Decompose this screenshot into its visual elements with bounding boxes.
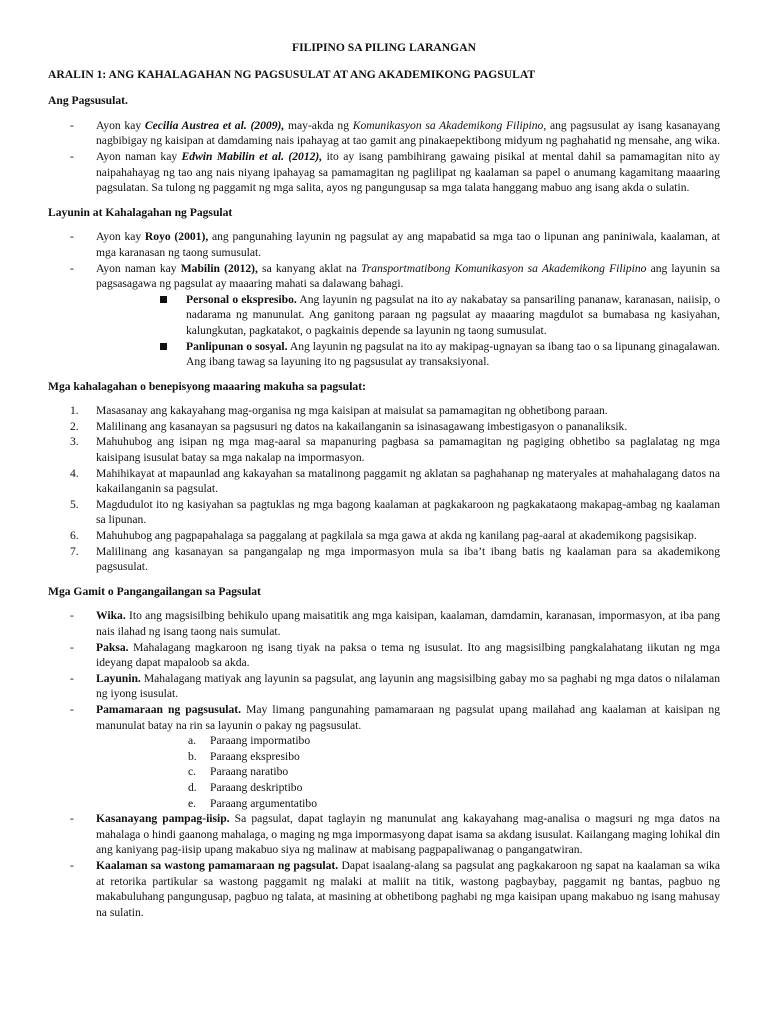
term: Pamamaraan ng pagsusulat. bbox=[96, 702, 242, 716]
layunin-types-list bbox=[158, 292, 720, 370]
term: Layunin. bbox=[96, 671, 141, 685]
list-item: Panlipunan o sosyal. Ang layunin ng pagsulat na ito ay makipag-ugnayan sa ibang tao o sa lipunang ginagalawan. Ang ibang tawag sa layuning ito ng pagsusulat ay transaksiyonal. bbox=[158, 339, 720, 370]
methods-list bbox=[188, 733, 720, 811]
list-item: 6. Mahuhubog ang pagpapahalaga sa paggalang at pagkilala sa mga gawa at akda ng kanilang pag-aaral at akademikong pagsisikap. bbox=[70, 529, 697, 543]
lesson-heading: ARALIN 1: ANG KAHALAGAHAN NG PAGSUSULAT AT ANG AKADEMIKONG PAGSULAT bbox=[48, 67, 536, 81]
list-item: 1. Masasanay ang kakayahang mag-organisa ng mga kaisipan at maisulat sa pamamagitan ng obhetibong paraan. bbox=[70, 404, 608, 418]
term: Personal o ekspresibo. bbox=[186, 292, 297, 306]
author-citation: Edwin Mabilin et al. (2012), bbox=[181, 149, 323, 163]
layunin-list bbox=[48, 229, 720, 291]
list-item: Personal o ekspresibo. Ang layunin ng pagsulat na ito ay nakabatay sa pansariling pananaw, karanasan, naiisip, o nadarama ng manunulat. Ang ganitong paraan ng pagsulat ay maaaring magdulot sa bumabasa ng kasiyahan, kalungkutan, pagkatakot, o pagkainis depende sa layunin ng taong sumusulat. bbox=[158, 292, 720, 339]
list-item: 3. Mahuhubog ang isipan ng mga mag-aaral sa mapanuring pagbasa sa pamamagitan ng pagiging obhetibo sa paglalatag ng mga kaisipang isusulat batay sa mga nakalap na impormasyon. bbox=[70, 435, 720, 465]
book-title: Komunikasyon sa Akademikong Filipino bbox=[352, 118, 544, 132]
benefits-list bbox=[48, 403, 720, 575]
section-heading-kahalagahan: Mga kahalagahan o benepisyong maaaring makuha sa pagsulat: bbox=[48, 379, 366, 393]
section-heading-pagsusulat: Ang Pagsusulat. bbox=[48, 94, 128, 108]
term: Wika. bbox=[96, 609, 126, 623]
list-item: - Paksa. Mahalagang magkaroon ng isang tiyak na paksa o tema ng isusulat. Ito ang magsisilbing pangkalahatang iikutan ng mga ideyang dapat mapaloob sa akda. bbox=[48, 640, 720, 671]
list-item: - Ayon naman kay Edwin Mabilin et al. (2012), ito ay isang pambihirang gawaing pisikal at mental dahil sa pamamagitan nito ay naipahahayag ng tao ang nais niyang ipahayag sa pamamagitan ng paglilipat ng kaalaman sa papel o anumang kagamitang maaaring pagsulatan. Sa tulong ng paggamit ng mga salita, ayos ng pangungusap sa mga talata hanggang mabuo ang isang akda o sulatin. bbox=[48, 149, 720, 196]
list-item: - Ayon kay Cecilia Austrea et al. (2009), may-akda ng Komunikasyon sa Akademikong Filipino, ang pagsusulat ay isang kasanayang nagbibigay ng kaisipan at damdaming nais ipahayag at tao gamit ang pinakaepektibong midyum ng paghahatid ng mensahe, ang wika. bbox=[48, 118, 720, 149]
list-item: e. Paraang argumentatibo bbox=[188, 796, 317, 810]
gamit-list bbox=[48, 608, 720, 920]
list-item: - Pamamaraan ng pagsusulat. May limang pangunahing pamamaraan ng pagsulat upang mailahad ang kaalaman at kaisipan ng manunulat batay na rin sa layunin o pakay ng pagsusulat. a. Paraang impormatibo b. Paraang ekspresibo c. Paraang naratibo d. Paraang deskriptibo e. Paraang argumentatibo bbox=[48, 702, 720, 811]
document-title: FILIPINO SA PILING LARANGAN bbox=[292, 41, 476, 54]
list-item: 2. Malilinang ang kasanayan sa pagsusuri ng datos na kakailanganin sa isinasagawang imbestigasyon o pananaliksik. bbox=[70, 419, 628, 433]
list-item: - Ayon naman kay Mabilin (2012), sa kanyang aklat na Transportmatibong Komunikasyon sa Akademikong Filipino ang layunin sa pagsasagawa ng pagsulat ay maaaring mahati sa dalawang bahagi. bbox=[48, 261, 720, 292]
list-item: - Kaalaman sa wastong pamamaraan ng pagsulat. Dapat isaalang-alang sa pagsulat ang pagkakaroon ng sapat na kaalaman sa wika at retorika partikular sa wastong paggamit ng malaki at maliit na titik, wastong pagbaybay, paggamit ng bantas, pagbuo ng makabuluhang pangungusap, pagbuo ng talata, at masining at obhetibong paghabi ng mga kaisipan upang makabuo ng isang mahusay na sulatin. bbox=[48, 858, 720, 920]
list-item: - Kasanayang pampag-iisip. Sa pagsulat, dapat taglayin ng manunulat ang kakayahang mag-analisa o magsuri ng mga datos na mahalaga o hindi gaanong mahalaga, o maging ng mga impormasyong dapat isama sa akdang isusulat. Kailangang maging lohikal din ang kaniyang pag-iisip upang makabuo siya ng malinaw at mabisang pagpapaliwanag o pangangatwiran. bbox=[48, 811, 720, 858]
section-heading-layunin: Layunin at Kahalagahan ng Pagsulat bbox=[48, 205, 233, 219]
term: Panlipunan o sosyal. bbox=[186, 339, 288, 353]
term: Kaalaman sa wastong pamamaraan ng pagsulat. bbox=[96, 858, 339, 872]
term: Paksa. bbox=[96, 640, 129, 654]
author-citation: Cecilia Austrea et al. (2009), bbox=[144, 118, 285, 132]
list-item: - Layunin. Mahalagang matiyak ang layunin sa pagsulat, ang layunin ang magsisilbing gabay mo sa paghabi ng mga datos o nilalaman ng iyong isusulat. bbox=[48, 671, 720, 702]
author-citation: Royo (2001), bbox=[144, 230, 209, 244]
list-item: 4. Mahihikayat at mapaunlad ang kakayahan sa matalinong paggamit ng aklatan sa paghahanap ng materyales at mahahalagang datos na kakailanganin sa pagsulat. bbox=[70, 466, 720, 496]
list-item: d. Paraang deskriptibo bbox=[188, 780, 303, 794]
book-title: Transportmatibong Komunikasyon sa Akademikong Filipino bbox=[360, 261, 647, 275]
list-item: 7. Malilinang ang kasanayan sa pangangalap ng mga impormasyon mula sa iba’t ibang batis ng kaalaman para sa akademikong pagsusulat. bbox=[70, 544, 720, 574]
list-item: c. Paraang naratibo bbox=[188, 765, 289, 779]
list-item: b. Paraang ekspresibo bbox=[188, 749, 300, 763]
list-item: - Ayon kay Royo (2001), ang pangunahing layunin ng pagsulat ay ang mapabatid sa mga tao o lipunan ang paniniwala, kaalaman, at mga karanasan ng taong sumusulat. bbox=[48, 229, 720, 260]
list-item: - Wika. Ito ang magsisilbing behikulo upang maisatitik ang mga kaisipan, kaalaman, damdamin, karanasan, impormasyon, at iba pang nais ilahad ng isang taong nais sumulat. bbox=[48, 608, 720, 639]
author-citation: Mabilin (2012), bbox=[180, 261, 258, 275]
pagsusulat-definitions-list bbox=[48, 118, 720, 196]
section-heading-gamit: Mga Gamit o Pangangailangan sa Pagsulat bbox=[48, 584, 261, 598]
list-item: 5. Magdudulot ito ng kasiyahan sa pagtuklas ng mga bagong kaalaman at pagkakaroon ng pagkakataong makapag-ambag ng kaalaman sa lipunan. bbox=[70, 497, 720, 527]
list-item: a. Paraang impormatibo bbox=[188, 734, 311, 748]
term: Kasanayang pampag-iisip. bbox=[96, 812, 230, 826]
